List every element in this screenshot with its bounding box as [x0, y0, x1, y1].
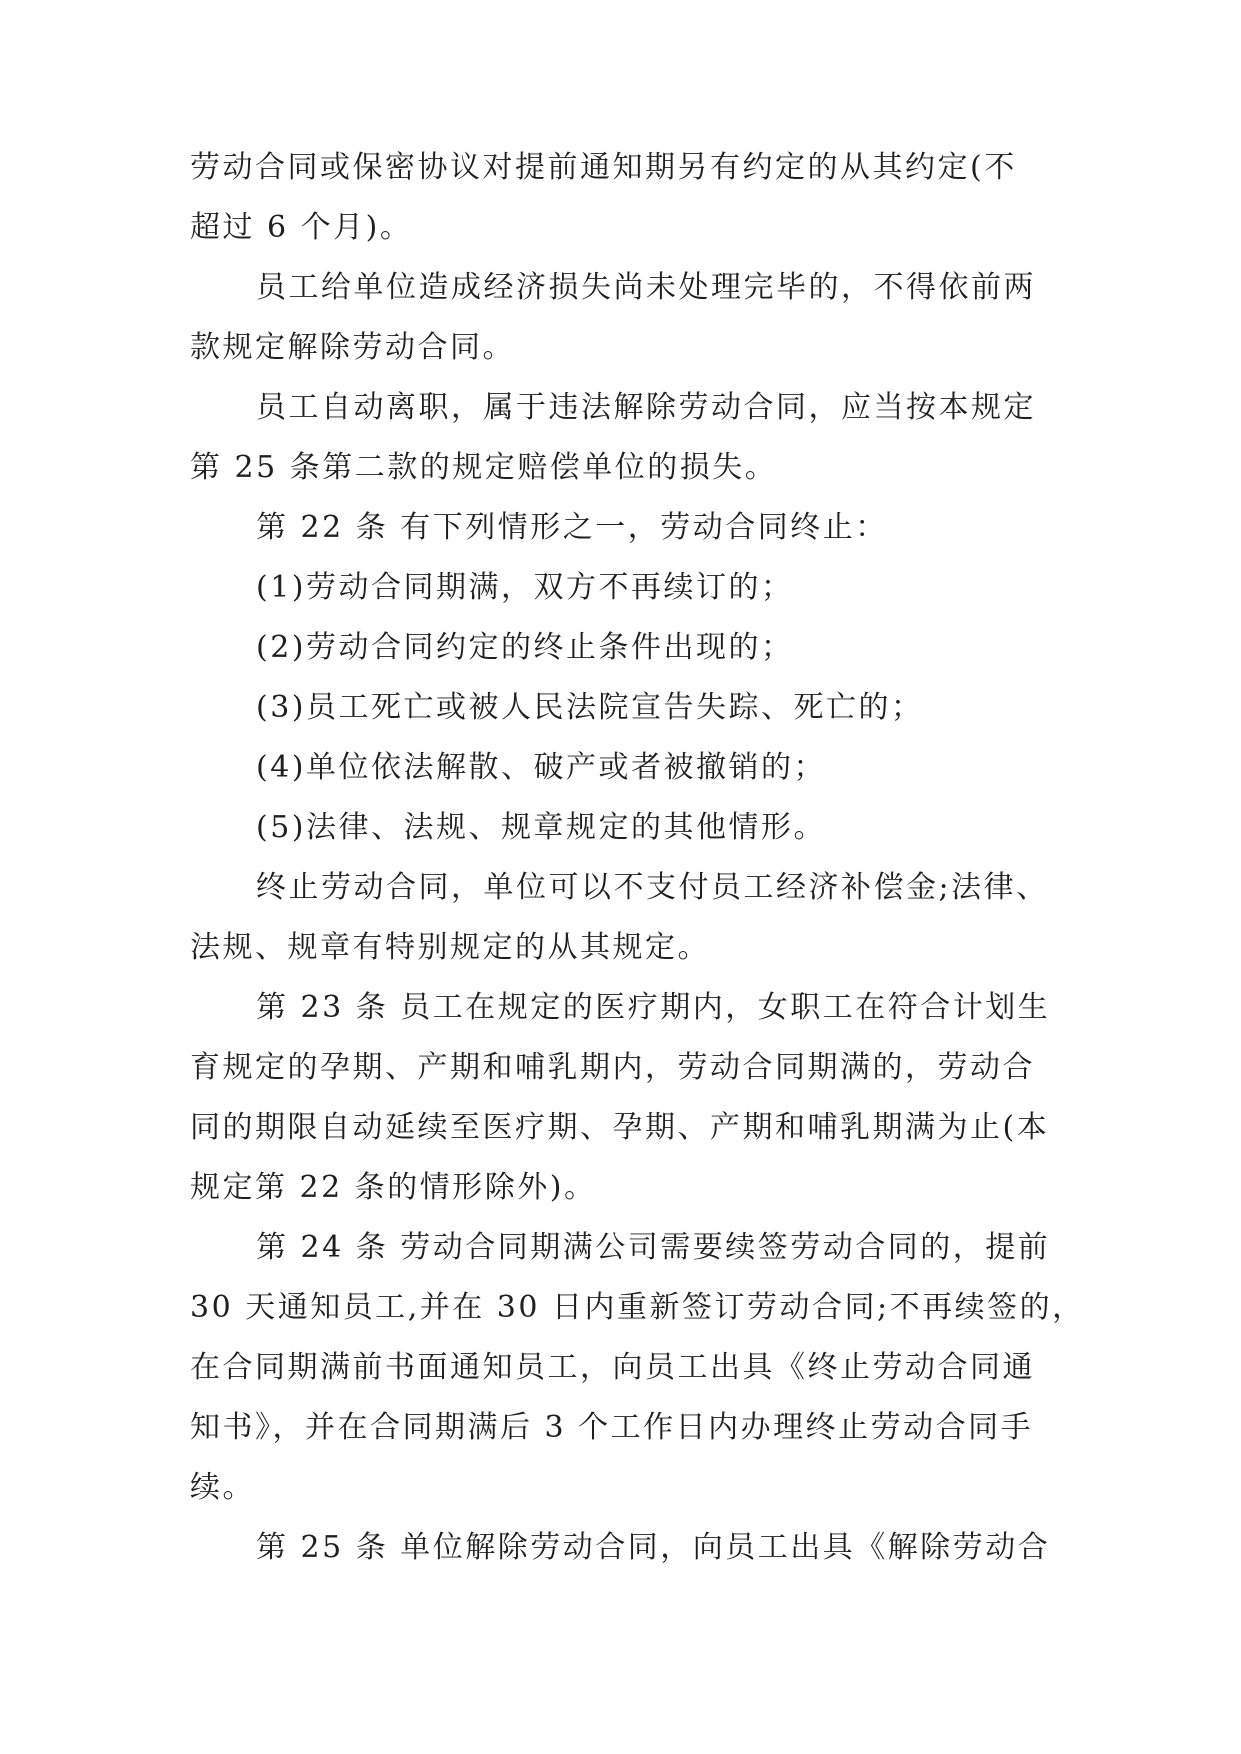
list-item: (2)劳动合同约定的终止条件出现的； [256, 630, 794, 665]
list-item: (4)单位依法解散、破产或者被撤销的； [256, 750, 826, 785]
article-heading: 第 22 条 有下列情形之一，劳动合同终止： [256, 510, 888, 545]
text-line: 续。 [190, 1470, 255, 1505]
text-line: 在合同期满前书面通知员工，向员工出具《终止劳动合同通 [190, 1350, 1035, 1385]
text-line: 第 25 条第二款的规定赔偿单位的损失。 [190, 450, 778, 485]
list-item: (3)员工死亡或被人民法院宣告失踪、死亡的； [256, 690, 924, 725]
text-line: 知书》，并在合同期满后 3 个工作日内办理终止劳动合同手 [190, 1410, 1034, 1445]
list-item: (5)法律、法规、规章规定的其他情形。 [256, 810, 826, 845]
paragraph-start: 员工给单位造成经济损失尚未处理完毕的，不得依前两 [256, 270, 1036, 305]
article-heading: 第 25 条 单位解除劳动合同，向员工出具《解除劳动合 [256, 1530, 1051, 1565]
text-line: 法规、规章有特别规定的从其规定。 [190, 930, 710, 965]
article-heading: 第 23 条 员工在规定的医疗期内，女职工在符合计划生 [256, 990, 1051, 1025]
text-line: 同的期限自动延续至医疗期、孕期、产期和哺乳期满为止(本 [190, 1110, 1050, 1145]
text-line: 劳动合同或保密协议对提前通知期另有约定的从其约定(不 [190, 150, 1017, 185]
article-heading: 第 24 条 劳动合同期满公司需要续签劳动合同的，提前 [256, 1230, 1051, 1265]
text-line: 30 天通知员工,并在 30 日内重新签订劳动合同;不再续签的， [190, 1290, 1085, 1325]
text-line: 规定第 22 条的情形除外)。 [190, 1170, 597, 1205]
text-line: 超过 6 个月)。 [190, 210, 413, 245]
paragraph-start: 终止劳动合同，单位可以不支付员工经济补偿金;法律、 [256, 870, 1049, 905]
list-item: (1)劳动合同期满，双方不再续订的； [256, 570, 794, 605]
text-line: 款规定解除劳动合同。 [190, 330, 515, 365]
text-line: 育规定的孕期、产期和哺乳期内，劳动合同期满的，劳动合 [190, 1050, 1035, 1085]
paragraph-start: 员工自动离职，属于违法解除劳动合同，应当按本规定 [256, 390, 1036, 425]
